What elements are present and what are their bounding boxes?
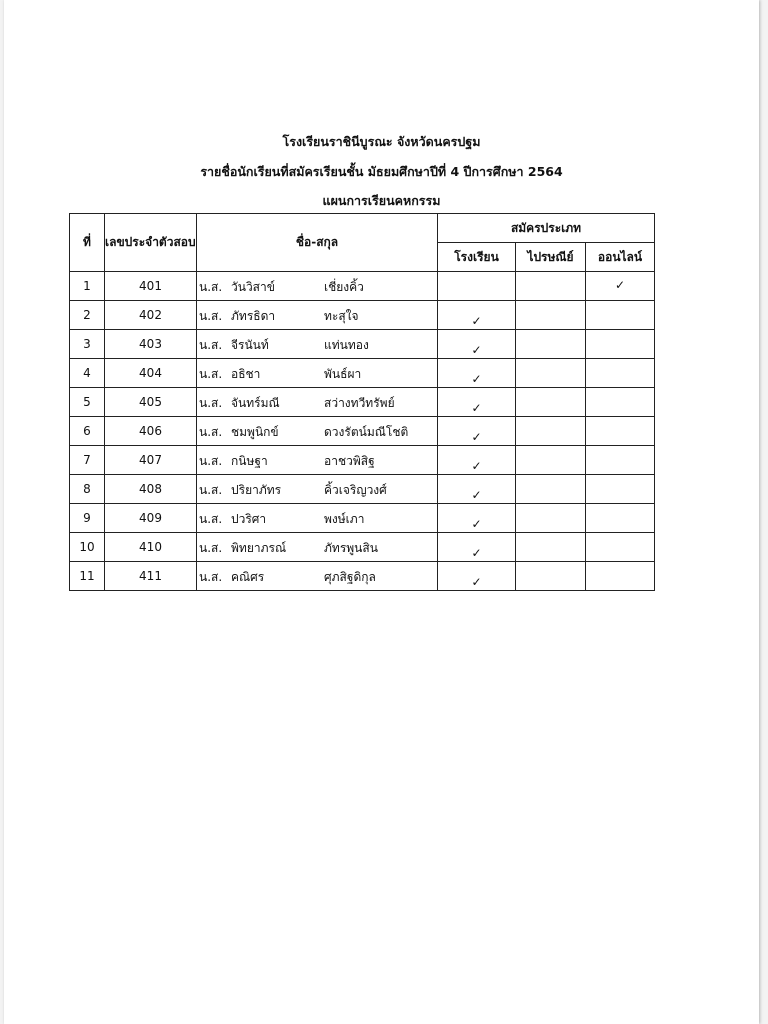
school-check-cell	[438, 359, 516, 388]
last-name: พันธ์ผา	[324, 367, 362, 381]
name-title: น.ส.	[199, 367, 223, 381]
student-roster-table	[69, 213, 655, 591]
school-check-cell	[438, 301, 516, 330]
name-title: น.ส.	[199, 483, 223, 497]
last-name: คิ้วเจริญวงศ์	[324, 483, 387, 497]
post-check-cell	[516, 272, 586, 301]
table-row	[70, 388, 655, 417]
check-icon: ✓	[471, 372, 482, 386]
online-check-cell	[586, 301, 655, 330]
online-check-cell	[586, 388, 655, 417]
row-no: 9	[70, 504, 105, 533]
row-no: 10	[70, 533, 105, 562]
row-no: 7	[70, 446, 105, 475]
table-row	[70, 301, 655, 330]
first-name: อธิชา	[231, 367, 261, 381]
school-check-cell	[438, 562, 516, 591]
header-row	[70, 214, 655, 243]
name-title: น.ส.	[199, 338, 223, 352]
post-check-cell	[516, 533, 586, 562]
header-school: โรงเรียน	[438, 243, 516, 272]
row-name	[197, 417, 438, 446]
post-check-cell	[516, 388, 586, 417]
school-check-cell	[438, 417, 516, 446]
row-exam-id: 404	[105, 359, 197, 388]
row-exam-id: 407	[105, 446, 197, 475]
header-name: ชื่อ-สกุล	[197, 214, 438, 272]
row-name	[197, 446, 438, 475]
row-name	[197, 330, 438, 359]
row-name	[197, 475, 438, 504]
header-post: ไปรษณีย์	[516, 243, 586, 272]
row-exam-id: 401	[105, 272, 197, 301]
online-check-cell	[586, 504, 655, 533]
name-title: น.ส.	[199, 425, 223, 439]
row-exam-id: 406	[105, 417, 197, 446]
school-check-cell	[438, 446, 516, 475]
last-name: เชี่ยงคิ้ว	[324, 280, 364, 294]
name-title: น.ส.	[199, 541, 223, 555]
table-row	[70, 504, 655, 533]
header-exam-id: เลขประจำตัวสอบ	[105, 214, 197, 272]
post-check-cell	[516, 504, 586, 533]
table-row	[70, 272, 655, 301]
check-icon: ✓	[471, 343, 482, 357]
check-icon: ✓	[471, 401, 482, 415]
school-check-cell	[438, 388, 516, 417]
online-check-cell	[586, 475, 655, 504]
school-check-cell	[438, 330, 516, 359]
check-icon: ✓	[614, 278, 626, 292]
table-row	[70, 359, 655, 388]
post-check-cell	[516, 301, 586, 330]
last-name: อาชวพิสิฐ	[324, 454, 375, 468]
row-no: 3	[70, 330, 105, 359]
roster-body	[70, 272, 655, 591]
row-no: 4	[70, 359, 105, 388]
online-check-cell	[586, 446, 655, 475]
post-check-cell	[516, 359, 586, 388]
online-check-cell	[586, 272, 655, 301]
table-row	[70, 417, 655, 446]
row-exam-id: 411	[105, 562, 197, 591]
school-check-cell	[438, 504, 516, 533]
row-no: 1	[70, 272, 105, 301]
post-check-cell	[516, 330, 586, 359]
row-name	[197, 504, 438, 533]
row-exam-id: 403	[105, 330, 197, 359]
row-no: 11	[70, 562, 105, 591]
check-icon: ✓	[471, 430, 482, 444]
first-name: จันทร์มณี	[231, 396, 280, 410]
row-exam-id: 410	[105, 533, 197, 562]
program-title: แผนการเรียนคหกรรม	[322, 193, 441, 208]
table-row	[70, 330, 655, 359]
check-icon: ✓	[471, 488, 482, 502]
row-name	[197, 533, 438, 562]
school-title: โรงเรียนราชินีบูรณะ จังหวัดนครปฐม	[282, 134, 481, 149]
first-name: ชมพูนิกข์	[231, 425, 279, 439]
last-name: แท่นทอง	[324, 338, 369, 352]
name-title: น.ส.	[199, 309, 223, 323]
name-title: น.ส.	[199, 280, 223, 294]
post-check-cell	[516, 446, 586, 475]
header-online: ออนไลน์	[586, 243, 655, 272]
last-name: ศุภสิฐดิกุล	[324, 570, 376, 584]
name-title: น.ส.	[199, 454, 223, 468]
first-name: ภัทรธิดา	[231, 309, 276, 323]
check-icon: ✓	[471, 575, 482, 589]
document-page	[4, 0, 759, 1024]
table-row	[70, 446, 655, 475]
last-name: ทะสุใจ	[324, 309, 359, 323]
row-exam-id: 405	[105, 388, 197, 417]
row-name	[197, 388, 438, 417]
online-check-cell	[586, 533, 655, 562]
name-title: น.ส.	[199, 512, 223, 526]
row-name	[197, 301, 438, 330]
name-title: น.ส.	[199, 570, 223, 584]
check-icon: ✓	[471, 459, 482, 473]
row-exam-id: 409	[105, 504, 197, 533]
school-check-cell	[438, 533, 516, 562]
online-check-cell	[586, 562, 655, 591]
last-name: พงษ์เภา	[324, 512, 365, 526]
post-check-cell	[516, 475, 586, 504]
school-check-cell	[438, 272, 516, 301]
header-apply-type: สมัครประเภท	[438, 214, 655, 243]
check-icon: ✓	[471, 314, 482, 328]
header-no: ที่	[70, 214, 105, 272]
row-exam-id: 408	[105, 475, 197, 504]
row-name	[197, 562, 438, 591]
online-check-cell	[586, 359, 655, 388]
table-row	[70, 562, 655, 591]
row-name	[197, 272, 438, 301]
first-name: วันวิสาข์	[231, 280, 275, 294]
first-name: จีรนันท์	[231, 338, 269, 352]
post-check-cell	[516, 417, 586, 446]
row-no: 5	[70, 388, 105, 417]
first-name: ปวริศา	[231, 512, 267, 526]
online-check-cell	[586, 417, 655, 446]
last-name: ดวงรัตน์มณีโชติ	[324, 425, 409, 439]
document-subtitle: รายชื่อนักเรียนที่สมัครเรียนชั้น มัธยมศึกษาปีที่ 4 ปีการศึกษา 2564	[200, 164, 563, 179]
row-no: 6	[70, 417, 105, 446]
check-icon: ✓	[471, 517, 482, 531]
row-name	[197, 359, 438, 388]
row-no: 8	[70, 475, 105, 504]
name-title: น.ส.	[199, 396, 223, 410]
first-name: กนิษฐา	[231, 454, 268, 468]
first-name: พิทยาภรณ์	[231, 541, 287, 555]
last-name: ภัทรพูนสิน	[324, 541, 378, 555]
post-check-cell	[516, 562, 586, 591]
school-check-cell	[438, 475, 516, 504]
first-name: คณิศร	[231, 570, 265, 584]
table-row	[70, 533, 655, 562]
row-no: 2	[70, 301, 105, 330]
last-name: สว่างทวีทรัพย์	[324, 396, 395, 410]
check-icon: ✓	[471, 546, 482, 560]
first-name: ปริยาภัทร	[231, 483, 282, 497]
online-check-cell	[586, 330, 655, 359]
row-exam-id: 402	[105, 301, 197, 330]
table-row	[70, 475, 655, 504]
